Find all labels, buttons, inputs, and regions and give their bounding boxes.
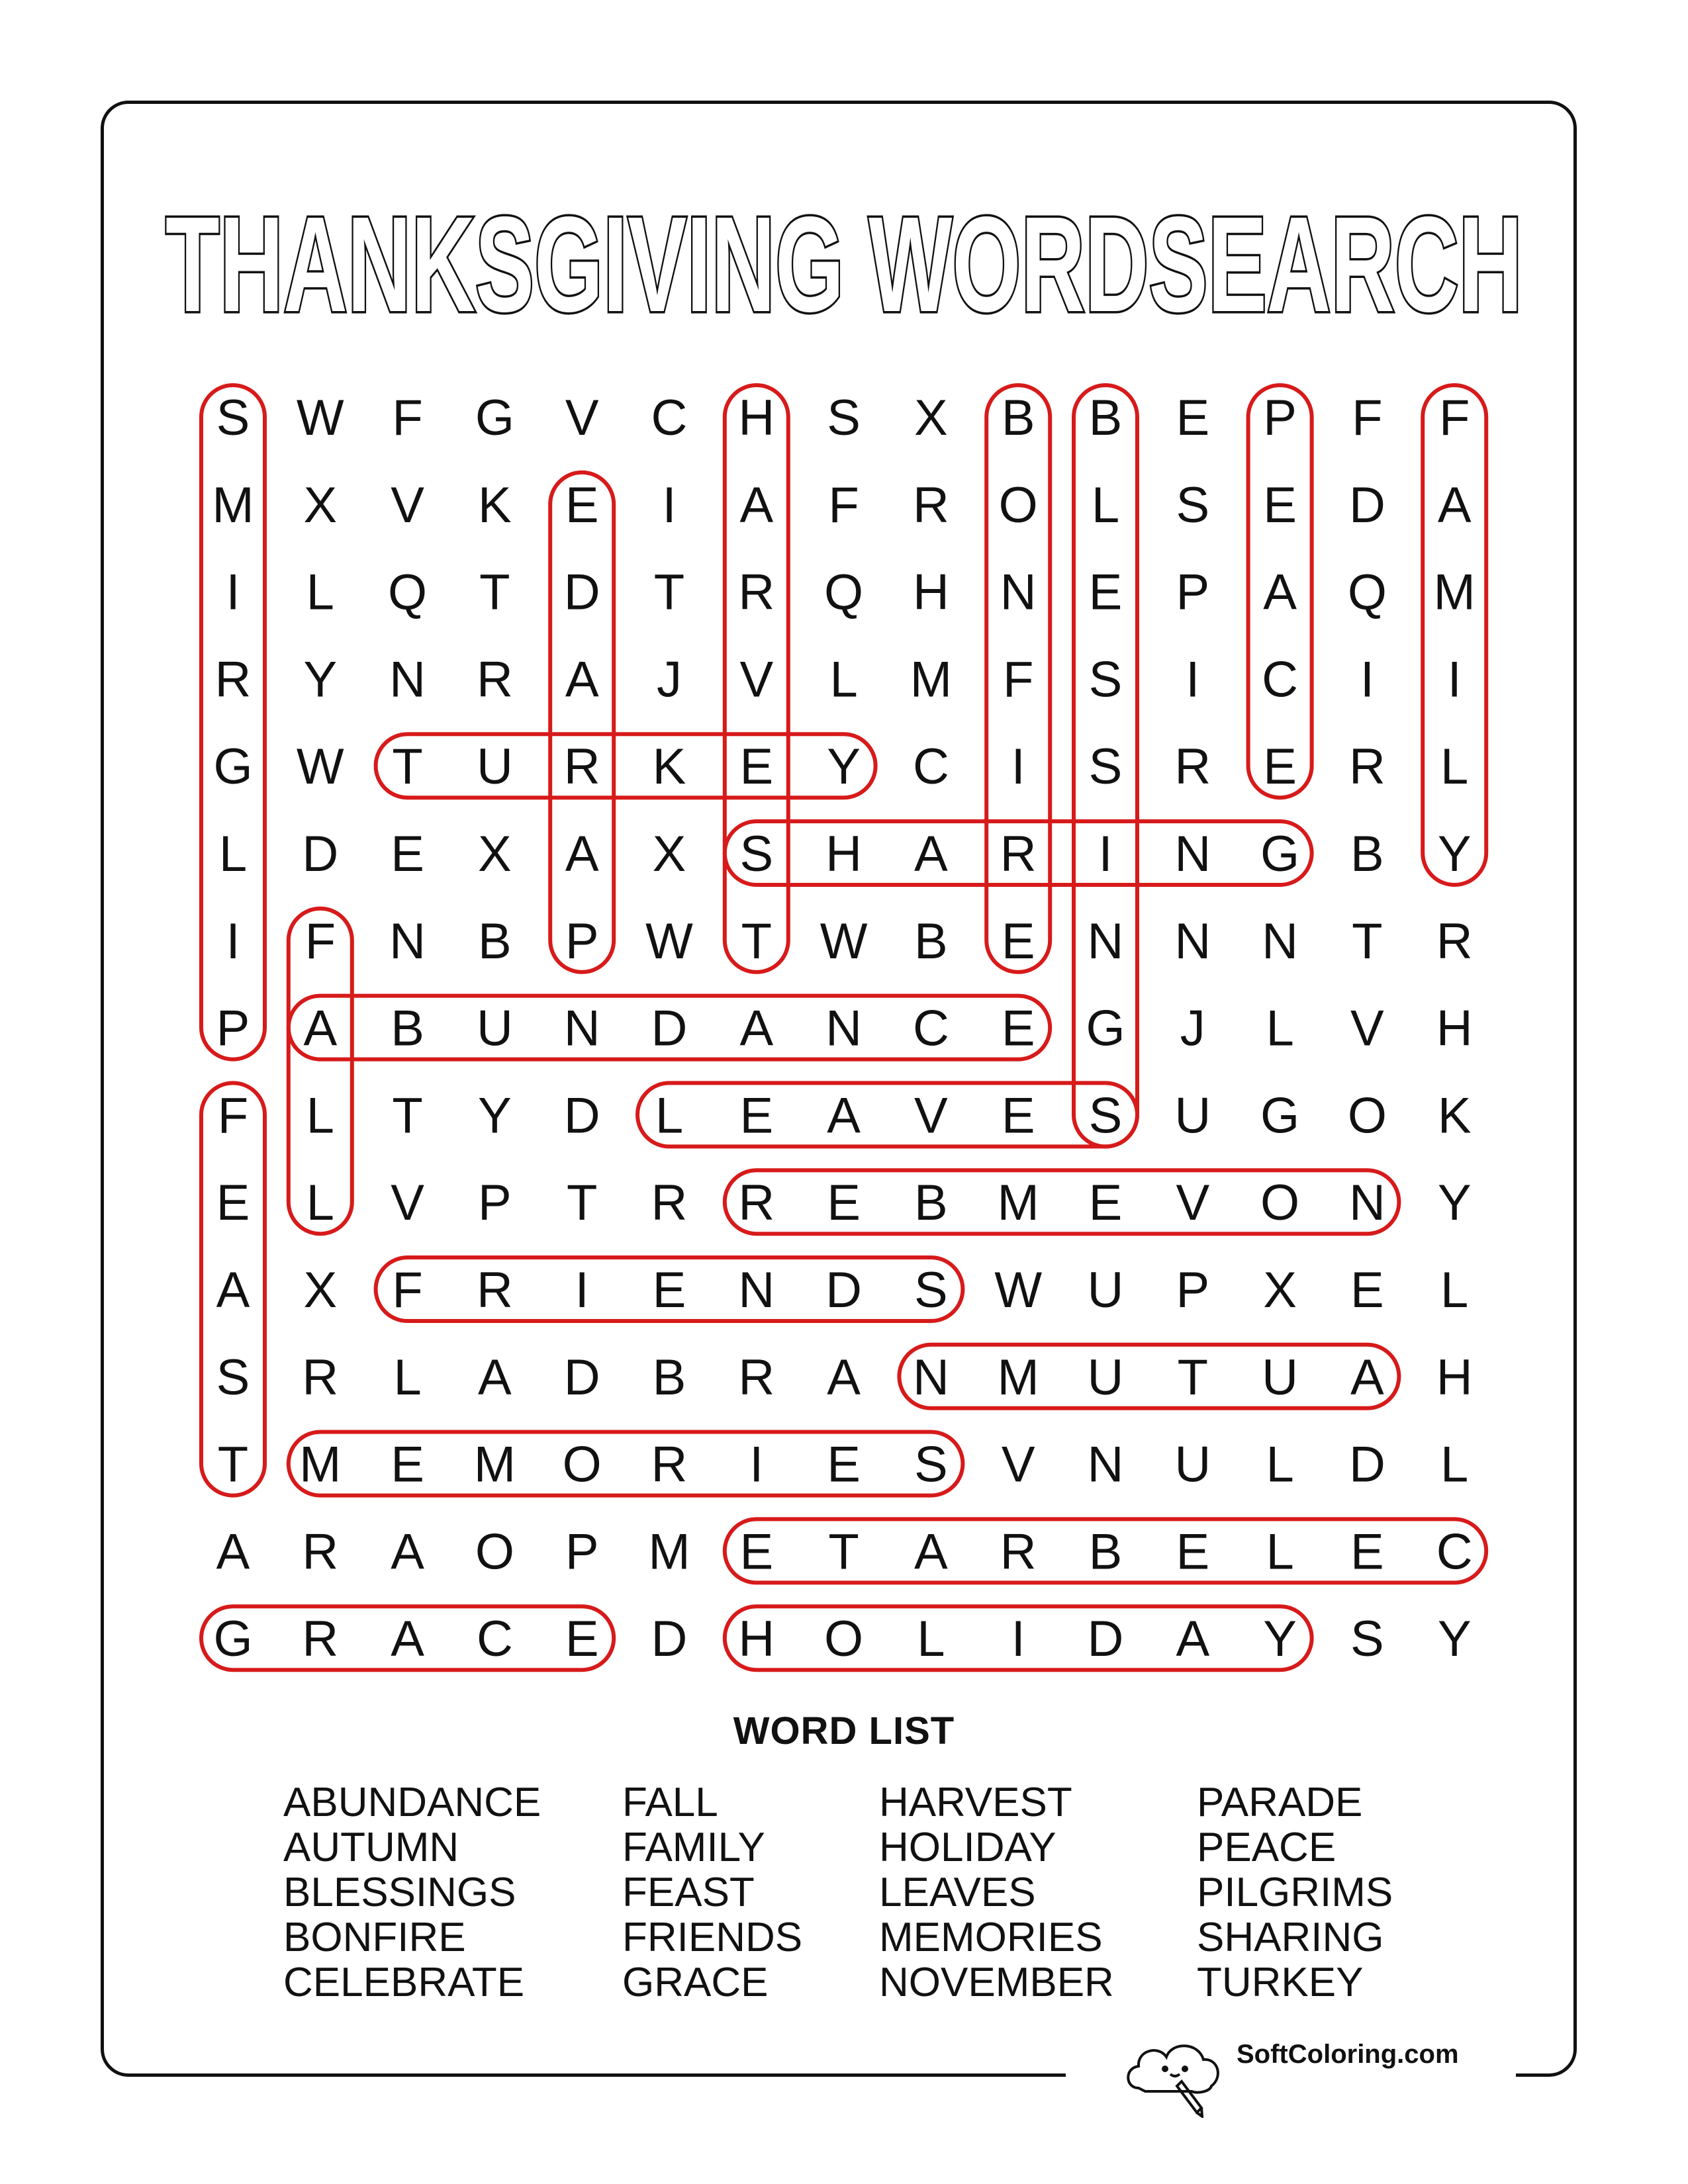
- grid-letter: B: [1088, 1524, 1123, 1580]
- grid-letter: R: [214, 651, 252, 708]
- grid-letter: A: [478, 1349, 512, 1406]
- grid-letter: X: [1263, 1262, 1297, 1318]
- grid-letter: N: [1000, 564, 1037, 621]
- grid-letter: Y: [827, 739, 861, 796]
- cloud-pencil-icon: [1128, 2046, 1218, 2116]
- brand-name[interactable]: SoftColoring.com: [1237, 2040, 1459, 2069]
- grid-letter: L: [393, 1349, 422, 1406]
- grid-letter: X: [303, 477, 338, 533]
- grid-letter: U: [476, 739, 513, 796]
- grid-letter: P: [478, 1175, 512, 1232]
- grid-letter: L: [655, 1087, 684, 1144]
- word-list-item: FAMILY: [622, 1825, 765, 1870]
- brand-logo[interactable]: [1119, 2025, 1476, 2118]
- grid-letter: L: [917, 1611, 945, 1668]
- grid-letter: R: [476, 651, 513, 708]
- grid-letter: F: [828, 477, 859, 533]
- grid-letter: W: [994, 1262, 1043, 1318]
- grid-letter: Y: [1437, 1175, 1472, 1232]
- word-list-item: PARADE: [1197, 1780, 1363, 1825]
- grid-letter: A: [739, 1000, 774, 1057]
- grid-letter: I: [226, 564, 240, 621]
- grid-letter: V: [914, 1087, 948, 1144]
- word-list-item: NOVEMBER: [879, 1960, 1114, 2005]
- grid-letter: R: [1348, 739, 1385, 796]
- grid-letter: E: [1263, 739, 1297, 796]
- grid-letter: A: [827, 1349, 861, 1406]
- grid-letter: C: [912, 1000, 949, 1057]
- grid-letter: B: [1088, 390, 1123, 446]
- grid-letter: L: [306, 1175, 334, 1232]
- grid-letter: K: [1437, 1087, 1472, 1144]
- grid-letter: B: [914, 1175, 948, 1232]
- found-word-ring-turkey: [376, 734, 876, 797]
- grid-letter: U: [476, 1000, 513, 1057]
- grid-letter: M: [910, 651, 953, 708]
- grid-letter: M: [997, 1349, 1039, 1406]
- grid-letter: V: [1176, 1175, 1210, 1232]
- word-list-item: AUTUMN: [283, 1825, 459, 1870]
- grid-letter: A: [827, 1087, 861, 1144]
- grid-letter: R: [912, 477, 949, 533]
- grid-letter: D: [563, 564, 600, 621]
- grid-letter: L: [218, 826, 248, 882]
- grid-letter: X: [478, 826, 512, 882]
- word-list-column-2: [622, 1780, 802, 2005]
- grid-letter: R: [563, 739, 600, 796]
- grid-letter: N: [738, 1262, 775, 1318]
- grid-letter: N: [825, 1000, 863, 1057]
- grid-letter: R: [476, 1262, 513, 1318]
- grid-letter: U: [1174, 1087, 1211, 1144]
- grid-letter: E: [1263, 477, 1297, 533]
- grid-letter: E: [565, 1611, 599, 1668]
- grid-letter: E: [1001, 913, 1035, 970]
- grid-letter: K: [478, 477, 512, 533]
- grid-letter: A: [565, 651, 599, 708]
- grid-letter: L: [1440, 1262, 1469, 1318]
- grid-letter: L: [1091, 477, 1120, 533]
- grid-letter: L: [1266, 1524, 1294, 1580]
- grid-letter: Y: [1437, 1611, 1472, 1668]
- grid-letter: H: [912, 564, 949, 621]
- grid-letter: O: [1347, 1087, 1387, 1144]
- grid-letter: H: [1436, 1349, 1473, 1406]
- grid-letter: E: [391, 1436, 424, 1493]
- grid-letter: I: [1447, 651, 1462, 708]
- grid-letter: K: [652, 739, 686, 796]
- grid-letter: V: [1350, 1000, 1384, 1057]
- grid-letter: Q: [824, 564, 864, 621]
- grid-letter: N: [1087, 913, 1124, 970]
- grid-letter: W: [820, 913, 868, 970]
- grid-letter: F: [217, 1087, 249, 1144]
- grid-letter: D: [825, 1262, 863, 1318]
- grid-letter: D: [651, 1000, 688, 1057]
- grid-letter: J: [1180, 1000, 1205, 1057]
- grid-letter: N: [563, 1000, 600, 1057]
- grid-letter: O: [475, 1524, 514, 1580]
- grid-letter: F: [305, 913, 336, 970]
- grid-letter: A: [303, 1000, 338, 1057]
- grid-letter: E: [1088, 564, 1123, 621]
- word-list-item: GRACE: [622, 1960, 769, 2005]
- grid-letter: Y: [1437, 826, 1472, 882]
- word-list-item: LEAVES: [879, 1870, 1036, 1915]
- word-list-item: FEAST: [622, 1870, 755, 1915]
- grid-letter: R: [738, 1349, 775, 1406]
- grid-letter: S: [1088, 1087, 1123, 1144]
- grid-letter: T: [217, 1436, 249, 1493]
- grid-letter: B: [1350, 826, 1384, 882]
- grid-letter: H: [738, 1611, 775, 1668]
- grid-letter: E: [827, 1436, 861, 1493]
- grid-letter: A: [391, 1611, 424, 1668]
- grid-letter: X: [303, 1262, 338, 1318]
- grid-letter: L: [829, 651, 858, 708]
- grid-letter: Y: [1263, 1611, 1297, 1668]
- grid-letter: G: [213, 1611, 253, 1668]
- word-list-column-1: [283, 1780, 541, 2005]
- grid-letter: H: [738, 390, 775, 446]
- grid-letter: X: [914, 390, 948, 446]
- grid-letter: I: [1360, 651, 1374, 708]
- grid-letter: V: [391, 1175, 424, 1232]
- page-title-text: THANKSGIVING WORDSEARCH: [165, 189, 1523, 340]
- grid-letter: F: [392, 1262, 423, 1318]
- grid-letter: S: [914, 1436, 948, 1493]
- grid-letter: A: [739, 477, 774, 533]
- grid-letter: Y: [303, 651, 338, 708]
- grid-letter: A: [914, 826, 948, 882]
- grid-letter: P: [216, 1000, 250, 1057]
- grid-letter: E: [739, 739, 774, 796]
- grid-letter: R: [738, 564, 775, 621]
- grid-letter: E: [739, 1087, 774, 1144]
- grid-letter: T: [653, 564, 685, 621]
- grid-letter: S: [739, 826, 774, 882]
- grid-letter: B: [1001, 390, 1035, 446]
- grid-letter: O: [562, 1436, 602, 1493]
- grid-letter: T: [392, 1087, 423, 1144]
- grid-letter: S: [914, 1262, 948, 1318]
- grid-letter: G: [1260, 1087, 1300, 1144]
- grid-letter: V: [565, 390, 599, 446]
- grid-letter: M: [299, 1436, 342, 1493]
- grid-letter: N: [1348, 1175, 1385, 1232]
- grid-letter: E: [652, 1262, 686, 1318]
- grid-letter: E: [1001, 1087, 1035, 1144]
- grid-letter: M: [1433, 564, 1476, 621]
- grid-letter: R: [302, 1611, 339, 1668]
- grid-letter: N: [389, 651, 426, 708]
- grid-letter: R: [302, 1349, 339, 1406]
- grid-letter: W: [645, 913, 693, 970]
- grid-letter: A: [1350, 1349, 1384, 1406]
- grid-letter: A: [1437, 477, 1472, 533]
- word-list-item: PILGRIMS: [1197, 1870, 1393, 1915]
- grid-letter: E: [1350, 1262, 1384, 1318]
- grid-letter: Q: [1347, 564, 1387, 621]
- grid-letter: O: [824, 1611, 864, 1668]
- grid-letter: C: [651, 390, 688, 446]
- grid-letter: I: [1011, 739, 1025, 796]
- grid-letter: T: [1352, 913, 1383, 970]
- grid-letter: U: [1087, 1262, 1124, 1318]
- grid-letter: I: [226, 913, 240, 970]
- grid-letter: R: [1174, 739, 1211, 796]
- word-list-item: ABUNDANCE: [283, 1780, 541, 1825]
- grid-letter: R: [738, 1175, 775, 1232]
- grid-letter: G: [1260, 826, 1300, 882]
- grid-letter: T: [1177, 1349, 1209, 1406]
- grid-letter: Q: [388, 564, 428, 621]
- grid-letter: L: [1440, 1436, 1469, 1493]
- grid-letter: X: [652, 826, 686, 882]
- grid-letter: D: [563, 1349, 600, 1406]
- grid-letter: H: [1436, 1000, 1473, 1057]
- grid-letter: A: [216, 1524, 250, 1580]
- grid-letter: V: [1001, 1436, 1035, 1493]
- found-word-ring-parade: [550, 473, 614, 972]
- grid-letter: L: [1440, 739, 1469, 796]
- grid-letter: R: [651, 1175, 688, 1232]
- grid-letter: F: [392, 390, 423, 446]
- grid-letter: N: [1174, 913, 1211, 970]
- grid-letter: T: [566, 1175, 598, 1232]
- grid-letter: M: [648, 1524, 690, 1580]
- word-list-title: WORD LIST: [733, 1709, 955, 1752]
- grid-letter: E: [1176, 390, 1210, 446]
- grid-letter: P: [1176, 564, 1210, 621]
- grid-letter: D: [302, 826, 339, 882]
- word-list-item: BLESSINGS: [283, 1870, 516, 1915]
- grid-letter: N: [1174, 826, 1211, 882]
- grid-letter: R: [1000, 1524, 1037, 1580]
- grid-letter: S: [1088, 739, 1123, 796]
- grid-letter: W: [296, 390, 344, 446]
- grid-letter: H: [825, 826, 863, 882]
- grid-letter: C: [476, 1611, 513, 1668]
- grid-letter: M: [212, 477, 254, 533]
- grid-letter: E: [1001, 1000, 1035, 1057]
- found-word-ring-autumn: [899, 1345, 1399, 1408]
- grid-letter: I: [575, 1262, 589, 1318]
- grid-letter: P: [565, 1524, 599, 1580]
- grid-letter: E: [827, 1175, 861, 1232]
- grid-letter: R: [651, 1436, 688, 1493]
- grid-letter: S: [216, 390, 250, 446]
- grid-letter: V: [391, 477, 424, 533]
- word-list-item: BONFIRE: [283, 1915, 466, 1960]
- grid-letter: U: [1262, 1349, 1299, 1406]
- grid-letter: G: [475, 390, 514, 446]
- grid-letter: D: [1087, 1611, 1124, 1668]
- grid-letter: N: [912, 1349, 949, 1406]
- grid-letter: D: [1348, 477, 1385, 533]
- grid-letter: T: [392, 739, 423, 796]
- grid-letter: E: [739, 1524, 774, 1580]
- grid-letter: A: [914, 1524, 948, 1580]
- word-list-column-3: [879, 1780, 1114, 2005]
- grid-letter: B: [391, 1000, 424, 1057]
- grid-letter: C: [912, 739, 949, 796]
- grid-letter: B: [478, 913, 512, 970]
- grid-letter: B: [652, 1349, 686, 1406]
- grid-letter: E: [1350, 1524, 1384, 1580]
- grid-letter: E: [1176, 1524, 1210, 1580]
- grid-letter: C: [1436, 1524, 1473, 1580]
- grid-letter: E: [216, 1175, 250, 1232]
- grid-letter: A: [391, 1524, 424, 1580]
- grid-letter: M: [473, 1436, 516, 1493]
- word-list-item: FRIENDS: [622, 1915, 803, 1960]
- grid-letter: N: [1087, 1436, 1124, 1493]
- grid-letter: U: [1174, 1436, 1211, 1493]
- grid-letter: J: [657, 651, 682, 708]
- grid-letter: O: [998, 477, 1038, 533]
- word-list-item: CELEBRATE: [283, 1960, 525, 2005]
- grid-letter: T: [741, 913, 773, 970]
- found-word-ring-memories: [289, 1432, 963, 1496]
- grid-letter: P: [1263, 390, 1297, 446]
- grid-letter: R: [302, 1524, 339, 1580]
- grid-letter: L: [1266, 1000, 1294, 1057]
- grid-letter: G: [1086, 1000, 1125, 1057]
- grid-letter: S: [1088, 651, 1123, 708]
- grid-letter: N: [389, 913, 426, 970]
- grid-letter: I: [1098, 826, 1113, 882]
- word-list-item: MEMORIES: [879, 1915, 1103, 1960]
- grid-letter: F: [1002, 651, 1034, 708]
- word-list-item: SHARING: [1197, 1915, 1384, 1960]
- grid-letter: E: [565, 477, 599, 533]
- grid-letter: T: [479, 564, 510, 621]
- grid-letter: U: [1087, 1349, 1124, 1406]
- grid-letter: F: [1438, 390, 1470, 446]
- grid-letter: Y: [478, 1087, 512, 1144]
- grid-letter: S: [216, 1349, 250, 1406]
- word-list-item: HOLIDAY: [879, 1825, 1056, 1870]
- grid-letter: I: [1186, 651, 1200, 708]
- grid-letter: I: [662, 477, 677, 533]
- grid-letter: A: [1263, 564, 1297, 621]
- grid-letter: L: [1266, 1436, 1294, 1493]
- word-list-item: PEACE: [1197, 1825, 1336, 1870]
- grid-letter: T: [828, 1524, 859, 1580]
- word-list-column-4: [1197, 1780, 1393, 2005]
- grid-letter: B: [914, 913, 948, 970]
- grid-letter: M: [997, 1175, 1039, 1232]
- grid-letter: G: [213, 739, 253, 796]
- word-list-item: FALL: [622, 1780, 718, 1825]
- grid-letter: V: [739, 651, 774, 708]
- grid-letter: R: [1000, 826, 1037, 882]
- grid-letter: L: [306, 1087, 334, 1144]
- grid-letter: L: [306, 564, 334, 621]
- grid-letter: A: [565, 826, 599, 882]
- found-word-ring-family: [1423, 385, 1486, 885]
- word-list-item: HARVEST: [879, 1780, 1072, 1825]
- found-word-ring-leaves: [637, 1083, 1137, 1146]
- word-list-item: TURKEY: [1197, 1960, 1364, 2005]
- grid-letter: E: [1088, 1175, 1123, 1232]
- grid-letter: R: [1436, 913, 1473, 970]
- grid-letter: E: [391, 826, 424, 882]
- grid-letter: W: [296, 739, 344, 796]
- grid-letter: I: [749, 1436, 764, 1493]
- grid-letter: F: [1352, 390, 1383, 446]
- grid-letters: [212, 390, 1476, 1667]
- grid-letter: I: [1011, 1611, 1025, 1668]
- grid-letter: S: [827, 390, 861, 446]
- grid-letter: A: [216, 1262, 250, 1318]
- grid-letter: P: [565, 913, 599, 970]
- grid-letter: D: [563, 1087, 600, 1144]
- grid-letter: N: [1262, 913, 1299, 970]
- grid-letter: S: [1176, 477, 1210, 533]
- grid-letter: S: [1350, 1611, 1384, 1668]
- grid-letter: A: [1176, 1611, 1210, 1668]
- grid-letter: C: [1262, 651, 1299, 708]
- grid-letter: P: [1176, 1262, 1210, 1318]
- grid-letter: D: [651, 1611, 688, 1668]
- grid-letter: O: [1260, 1175, 1300, 1232]
- grid-letter: D: [1348, 1436, 1385, 1493]
